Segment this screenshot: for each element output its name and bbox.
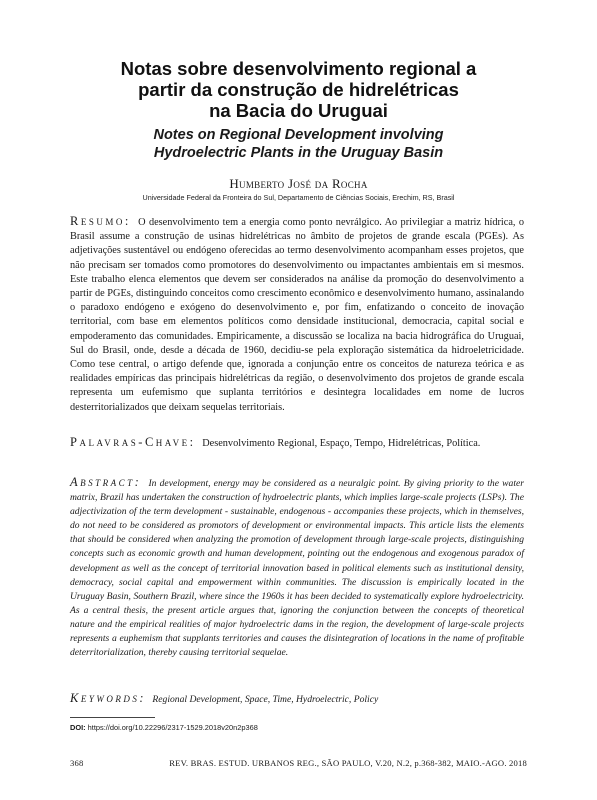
keywords-text: Regional Development, Space, Time, Hydroelectric, Policy	[152, 694, 379, 705]
author-affiliation: Universidade Federal da Fronteira do Sul, Departamento de Ciências Sociais, Erechim, RS, Brasil	[142, 193, 455, 202]
keywords-section	[70, 691, 524, 707]
title-pt-line-3: na Bacia do Uruguai	[209, 100, 388, 121]
abstract-text: In development, energy may be considered as a neuralgic point. By giving priority to the water matrix, Brazil has undertaken the construction of hydroelectric plants, which implies large-scale projects (LSPs). The adjectivization of the term development - sustainable, endogenous - accompanies these projects, which in themselves, do not need to be considered as promotors of development or environmental impacts. This article lists the elements that should be considered when analyzing the promotion of development through large-scale projects, distinguishing concepts such as economic growth and human development, pointing out the endogenous and exogenous paradox of development as well as the concept of territorial innovation based in political elements such as institutional density, democracy, social capital and empowerment within communities. The discussion is empirically located in the Uruguay Basin, Southern Brazil, where since the 1960s it has been decided to systematically explore hydroelectricity. As a central thesis, the present article argues that, ignoring the conjunction between the concepts of theoretical nature and the empirical realities of major hydroelectric dams in the region, the development of large-scale projects represents a euphemism that supplants territories and causes the disintegration of locations in the name of profitable deterritorialization, thereby causing territorial sequelae.	[70, 478, 524, 659]
page-number: 368	[70, 758, 84, 768]
author-name: Humberto José da Rocha	[229, 176, 368, 191]
palavras-chave-label: Palavras-Chave:	[70, 435, 196, 449]
article-title-english	[40, 127, 557, 162]
abstract-section	[70, 475, 524, 660]
resumo-text: O desenvolvimento tem a energia como ponto nevrálgico. Ao privilegiar a matriz hídrica, o Brasil assume a construção de usinas hidrelétricas no âmbito de projetos de grande escala (PGEs). As adjetivações sustentável ou endógeno oferecidas ao termo desenvolvimento acompanham esses projetos, que não precisam ser tomados como promotores do desenvolvimento ou impactantes ambientais em si mesmos. Este trabalho elenca elementos que devem ser considerados na análise da promoção do desenvolvimento a partir de PGEs, distinguindo conceitos como crescimento econômico e desenvolvimento humano, assinalando o paradoxo endógeno e exógeno do desenvolvimento e, por fim, enfatizando o conceito de inovação territorial, com base em elementos políticos como densidade institucional, democracia, capital social e empoderamento das comunidades. Empiricamente, a discussão se localiza na bacia hidrográfica do Uruguai, Sul do Brasil, onde, desde a década de 1960, decidiu-se pela exploração sistemática da hidroeletricidade. Como tese central, o artigo defende que, ignorada a conjunção entre os conceitos de natureza teórica e as realidades empíricas das principais hidrelétricas da região, o desenvolvimento dos projetos de grande escala representa um eufemismo que suplanta territórios e desintegra localidades em nome de lucros desterritorializados que deixam sequelas territoriais.	[70, 217, 524, 413]
title-en-line-1: Notes on Regional Development involving	[153, 127, 444, 143]
title-en-line-2: Hydroelectric Plants in the Uruguay Basin	[153, 144, 444, 161]
journal-citation: REV. BRAS. ESTUD. URBANOS REG., SÃO PAULO, V.20, N.2, p.368-382, MAIO.-AGO. 2018	[169, 758, 527, 768]
abstract-label: Abstract:	[70, 475, 142, 489]
palavras-chave-section	[70, 435, 524, 451]
title-pt-line-2: partir da construção de hidrelétricas	[138, 79, 459, 100]
doi-line	[70, 723, 258, 732]
resumo-section	[70, 214, 524, 415]
title-pt-line-1: Notas sobre desenvolvimento regional a	[120, 58, 477, 79]
palavras-chave-text: Desenvolvimento Regional, Espaço, Tempo, Hidrelétricas, Política.	[202, 438, 481, 449]
resumo-label: Resumo:	[70, 214, 131, 228]
keywords-label: Keywords:	[70, 691, 146, 705]
doi-label: DOI:	[70, 723, 86, 732]
doi-link[interactable]: https://doi.org/10.22296/2317-1529.2018v20n2p368	[87, 723, 258, 732]
article-title-portuguese	[40, 58, 557, 121]
footnote-divider	[70, 717, 155, 718]
